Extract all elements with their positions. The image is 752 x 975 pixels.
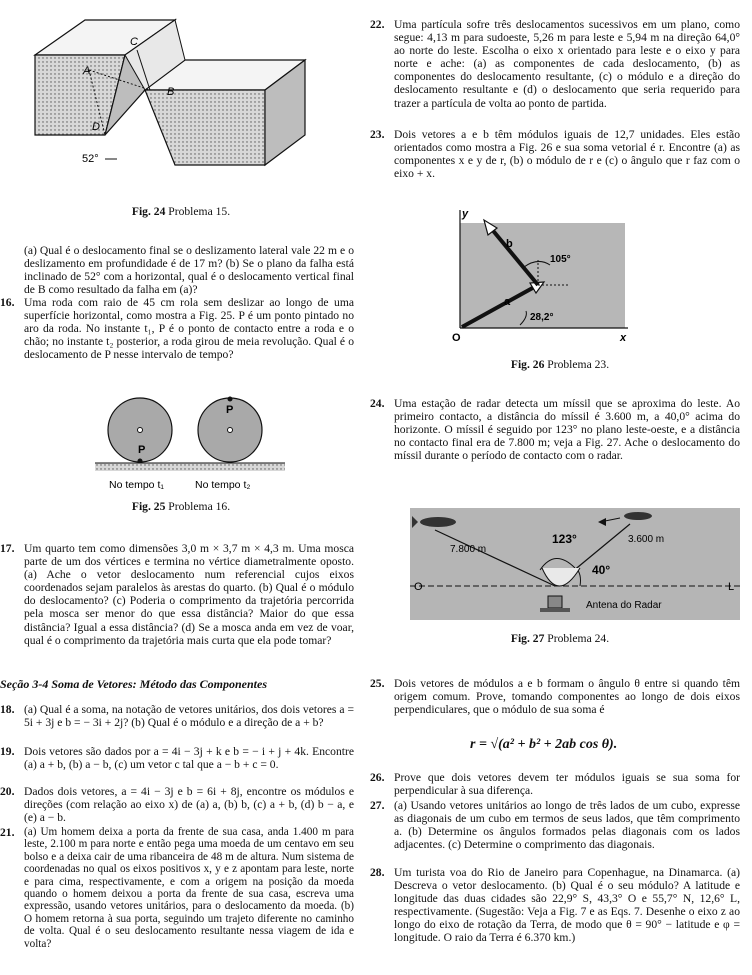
problem-24-number: 24. [370,397,385,410]
point-p-t1: P [138,444,146,456]
fig26-caption [370,358,750,371]
fig25-caption-num: Fig. 25 [131,500,166,513]
problem-21-text: (a) Um homem deixa a porta da frente de sua casa, anda 1.400 m para leste, 2.100 m para norte e então pega uma moeda de um centavo em seu bolso e a deixa cair de uma ribanceira de 48 m de altura. Num sistema de coordenadas no qual os eixos positivos x, y e z apontam para leste, norte e para cima, respectivamente, e com a origem na posição da moeda quando o homem deixou a porta da frente de sua casa, escreva uma expressão, usando vetores unitários, para o deslocamento da moeda. (b) O homem retorna à sua porta, seguindo um trajeto diferente no caminho de volta. Qual é o seu deslocamento resultante nessa viagem de ida e volta? [24,826,354,950]
problem-17-text: Um quarto tem como dimensões 3,0 m × 3,7 m × 4,3 m. Uma mosca parte de um dos vértices e termina no vértice diametralmente oposto. (a) Ache o vetor deslocamento num referencial cujos eixos coordenados sejam paralelos às arestas do quarto. (b) Qual é o módulo do deslocamento? (c) Poderia o comprimento da trajetória percorrida pela mosca ser menor do que essa distância? Maior do que essa distância? Igual a essa distância? (d) Se a mosca anda em vez de voar, qual é o comprimento da trajetória mais curta que ela pode tomar? [24,542,354,647]
fig24-caption [0,205,362,218]
problem-16-text: Uma roda com raio de 45 cm rola sem deslizar ao longo de uma superfície horizontal, como mostra a Fig. 25. P é um ponto pintado no aro da roda. No instante t₁, P é o ponto de contacto entre a roda e o chão; no instante t₂ posterior, a roda girou de meia revolução. Qual é o deslocamento de P nesse intervalo de tempo? [24,296,354,362]
problem-18-number: 18. [0,703,15,716]
fig27-caption-text: Problema 24. [547,632,610,645]
problem-26-number: 26. [370,771,385,784]
axis-y: y [462,208,469,220]
label-t2: No tempo t₂ [195,479,251,491]
problem-23-number: 23. [370,128,385,141]
problem-22-number: 22. [370,18,385,31]
problem-16-number: 16. [0,296,15,309]
problem-23 [370,128,740,180]
figure-25-wheels [95,395,285,495]
problem-26 [370,771,740,797]
problem-21 [0,826,354,950]
problem-17-number: 17. [0,542,15,555]
fig27-caption [370,632,750,645]
fig26-caption-text: Problema 23. [547,358,610,371]
problem-27-number: 27. [370,799,385,812]
label-l: L [728,581,735,593]
problem-15-continued [24,244,354,296]
axis-x: x [620,332,627,344]
problem-21-number: 21. [0,826,15,839]
fig25-caption [0,500,362,513]
fig24-caption-text: Problema 15. [168,205,231,218]
antenna-label: Antena do Radar [586,600,662,611]
fig25-caption-text: Problema 16. [168,500,231,513]
distance-7800: 7.800 m [450,544,487,555]
problem-19-text: Dois vetores são dados por a = 4i − 3j + k e b = − i + j + 4k. Encontre (a) a + b, (b) a − b, (c) um vetor c tal que a − b + c = 0. [24,745,354,772]
missile-left [420,517,456,527]
problem-19-number: 19. [0,745,15,758]
figure-26-vectors [450,205,630,345]
problem-20-number: 20. [0,785,15,798]
angle-40: 40° [592,563,611,577]
problem-28 [370,866,740,945]
missile-right [624,512,652,520]
label-b: B [167,86,175,98]
problem-25 [370,677,740,716]
problem-18 [0,703,354,729]
angle-105: 105° [550,254,571,265]
angle-label: 52° [82,153,99,165]
vector-a: a [504,296,511,308]
problem-26-text: Prove que dois vetores devem ter módulos iguais se sua soma for perpendicular à sua diferença. [394,771,740,798]
problem-22 [370,18,740,110]
problem-28-text: Um turista voa do Rio de Janeiro para Copenhague, na Dinamarca. (a) Descreva o vetor deslocamento. (b) Qual é o seu módulo? A latitude e longitude das duas cidades são 22,9° S, 43,3° O e 55,7° N, 12,6° L, respectivamente. (Sugestão: Veja a Fig. 7 e as Eqs. 7. Desenhe o eixo z ao longo do eixo de rotação da Terra, de modo que θ = 90° − latitude e φ = longitude. O raio da Terra é 6.370 km.) [394,866,740,945]
origin-o: O [452,332,461,344]
problem-19 [0,745,354,771]
problem-18-text: (a) Qual é a soma, na notação de vetores unitários, dos dois vetores a = 5i + 3j e b = − 3i + 2j? (b) Qual é o módulo e a direção de a + b? [24,703,354,730]
figure-27-radar [410,508,740,620]
problem-27-text: (a) Usando vetores unitários ao longo de três lados de um cubo, expresse as diagonais de um cubo em termos de seus lados, que têm comprimento a. (b) Determine os ângulos formados pelas diagonais com os lados adjacentes. (c) Determine o comprimento das diagonais. [394,799,740,852]
angle-123: 123° [552,532,577,546]
problem-28-number: 28. [370,866,385,879]
problem-25-number: 25. [370,677,385,690]
vector-b: b [506,238,513,250]
fig24-caption-num: Fig. 24 [131,205,166,218]
equation-25: r = √(a² + b² + 2ab cos θ). [470,737,618,752]
label-c: C [130,36,138,48]
distance-3600: 3.600 m [628,534,665,545]
angle-28: 28,2° [530,312,554,323]
problem-22-text: Uma partícula sofre três deslocamentos sucessivos em um plano, como segue: 4,13 m para sudoeste, 5,26 m para leste e 5,94 m na direção 64,0° ao norte do leste. Escolha o eixo x orientado para leste e o eixo y para norte e ache: (a) as componentes de cada deslocamento, (b) as componentes do deslocamento resultante, (c) o módulo e a direção do deslocamento resultante e (d) o deslocamento que seria requerido para trazer a partícula de volta ao ponto de partida. [394,18,740,110]
problem-24 [370,397,740,462]
fig26-caption-num: Fig. 26 [510,358,545,371]
fig27-caption-num: Fig. 27 [510,632,545,645]
figure-24-fault-diagram [25,0,325,172]
label-a: A [83,65,91,77]
problem-24-text: Uma estação de radar detecta um míssil que se aproxima do leste. Ao primeiro contacto, a distância do míssil é 3.600 m, a 40,0° acima do horizonte. O míssil é seguido por 123° no plano leste-oeste, e a distância no contacto final era de 7.800 m; veja a Fig. 27. Ache o deslocamento do míssil durante o período de contacto com o radar. [394,397,740,463]
problem-27 [370,799,740,851]
label-d: D [92,121,100,133]
problem-16 [0,296,354,361]
problem-17 [0,542,354,647]
problem-20 [0,785,354,824]
problem-23-text: Dois vetores a e b têm módulos iguais de 12,7 unidades. Eles estão orientados como mostra a Fig. 26 e sua soma vetorial é r. Encontre (a) as componentes x e y de r, (b) o módulo de r e (c) o ângulo que r faz com o eixo + x. [394,128,740,181]
section-heading: Seção 3-4 Soma de Vetores: Método das Componentes [0,677,267,691]
problem-25-text: Dois vetores de módulos a e b formam o ângulo θ entre si quando têm origem comum. Prove, tomando componentes ao longo de dois eixos perpendiculares, que o módulo de sua soma é [394,677,740,717]
label-t1: No tempo t₁ [109,479,164,491]
problem-20-text: Dados dois vetores, a = 4i − 3j e b = 6i + 8j, encontre os módulos e direções (com relação ao eixo x) de (a) a, (b) b, (c) a + b, (d) b − a, e (e) a − b. [24,785,354,825]
problem-15-text: (a) Qual é o deslocamento final se o deslizamento lateral vale 22 m e o deslizamento em profundidade é de 17 m? (b) Se o plano da falha está inclinado de 52° com a horizontal, qual é o deslocamento vertical final de B como resultado da falha em (a)? [24,244,354,297]
label-o: O [414,581,423,593]
point-p-t2: P [226,404,234,416]
